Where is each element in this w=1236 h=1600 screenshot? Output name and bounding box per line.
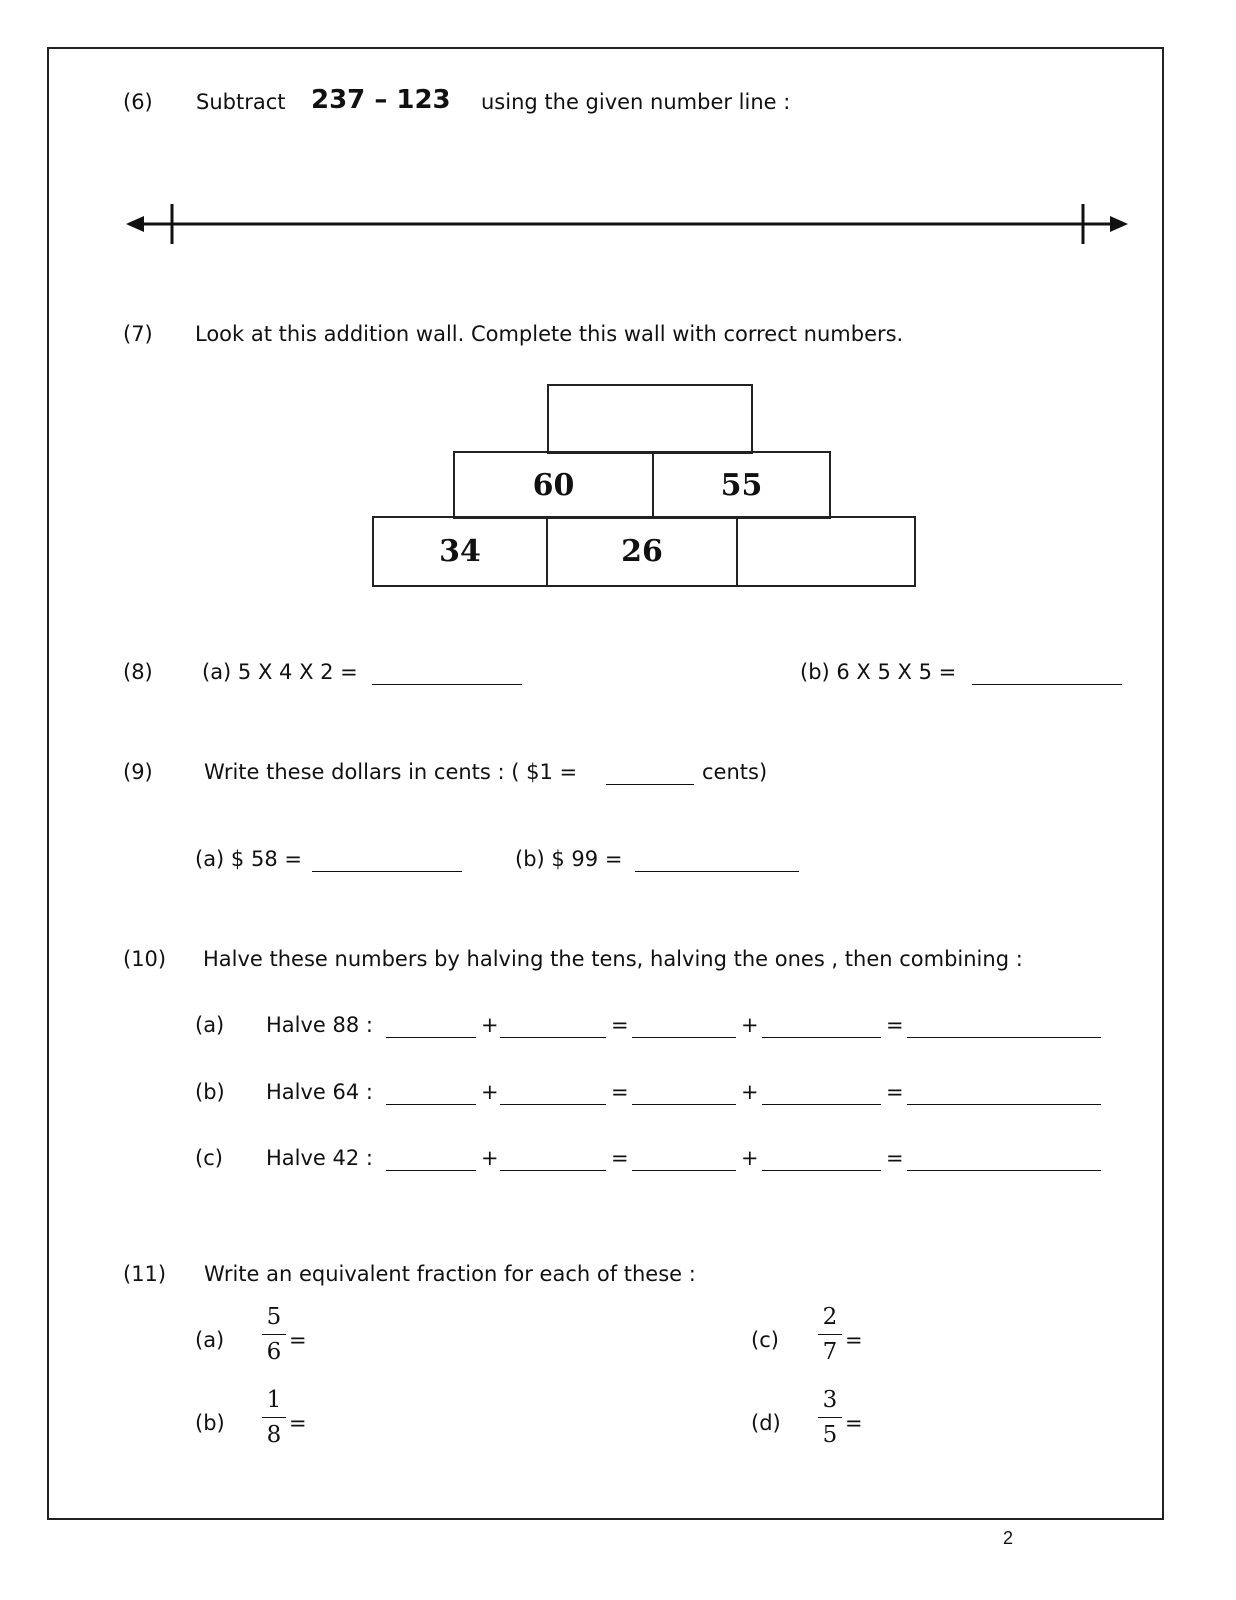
q9-cents-blank[interactable] [606, 764, 694, 785]
q11-number: (11) [123, 1262, 167, 1286]
q11-a-answer-area[interactable] [312, 1318, 512, 1358]
number-line[interactable] [120, 195, 1135, 255]
q9-b-answer-blank[interactable] [635, 851, 799, 872]
q11-b-equals: = [289, 1411, 307, 1435]
q10-a-label: (a) [195, 1013, 225, 1037]
q10-b-equals-1: = [611, 1080, 629, 1104]
q10-c-blank-5[interactable] [907, 1150, 1101, 1171]
q10-a-blank-1[interactable] [386, 1017, 476, 1038]
fraction-bar [818, 1334, 842, 1335]
fraction-bar [262, 1334, 286, 1335]
q10-b-equals-2: = [886, 1080, 904, 1104]
q9-b-text: (b) $ 99 = [515, 847, 623, 871]
q7-number: (7) [123, 322, 153, 346]
q10-b-label: (b) [195, 1080, 225, 1104]
q10-b-blank-5[interactable] [907, 1084, 1101, 1105]
q9-a-text: (a) $ 58 = [195, 847, 302, 871]
wall-bottom-brick-1: 34 [372, 516, 548, 587]
q10-b-blank-2[interactable] [500, 1084, 606, 1105]
q11-a-numerator: 5 [266, 1304, 282, 1330]
q11-a-equals: = [289, 1328, 307, 1352]
q11-a-fraction [262, 1302, 286, 1367]
left-arrow-icon [126, 216, 144, 232]
q10-c-plus-1: + [481, 1146, 499, 1170]
q11-b-label: (b) [195, 1411, 225, 1435]
q10-c-text: Halve 42 : [266, 1146, 373, 1170]
q10-b-text: Halve 64 : [266, 1080, 373, 1104]
q10-c-equals-1: = [611, 1146, 629, 1170]
q9-text: Write these dollars in cents : ( $1 = [204, 760, 578, 784]
q11-c-label: (c) [751, 1328, 779, 1352]
q10-number: (10) [123, 947, 167, 971]
q10-a-text: Halve 88 : [266, 1013, 373, 1037]
q6-suffix: using the given number line : [481, 90, 791, 114]
q9-a-answer-blank[interactable] [312, 851, 462, 872]
q11-d-numerator: 3 [822, 1387, 838, 1413]
q11-d-answer-area[interactable] [868, 1401, 1068, 1441]
q10-c-blank-3[interactable] [632, 1150, 736, 1171]
wall-top-brick[interactable] [547, 384, 753, 454]
q8-a-answer-blank[interactable] [372, 664, 522, 685]
right-arrow-icon [1110, 216, 1128, 232]
q6-number: (6) [123, 90, 153, 114]
q11-b-fraction [262, 1385, 286, 1450]
q10-a-equals-2: = [886, 1013, 904, 1037]
q10-b-blank-3[interactable] [632, 1084, 736, 1105]
q10-b-plus-2: + [741, 1080, 759, 1104]
q10-c-equals-2: = [886, 1146, 904, 1170]
q10-b-blank-1[interactable] [386, 1084, 476, 1105]
q10-a-blank-4[interactable] [762, 1017, 881, 1038]
q8-number: (8) [123, 660, 153, 684]
q11-a-label: (a) [195, 1328, 225, 1352]
q11-d-label: (d) [751, 1411, 781, 1435]
q11-c-fraction [818, 1302, 842, 1367]
q11-d-denominator: 5 [822, 1422, 838, 1448]
q11-c-numerator: 2 [822, 1304, 838, 1330]
q10-c-label: (c) [195, 1146, 223, 1170]
q10-a-blank-3[interactable] [632, 1017, 736, 1038]
q10-c-plus-2: + [741, 1146, 759, 1170]
q9-text-end: cents) [702, 760, 768, 784]
page-number: 2 [1003, 1528, 1014, 1548]
q8-b-answer-blank[interactable] [972, 664, 1122, 685]
wall-bottom-brick-2: 26 [546, 516, 738, 587]
q10-a-plus-1: + [481, 1013, 499, 1037]
q9-number: (9) [123, 760, 153, 784]
q10-c-blank-1[interactable] [386, 1150, 476, 1171]
fraction-bar [262, 1417, 286, 1418]
q10-b-plus-1: + [481, 1080, 499, 1104]
q10-a-equals-1: = [611, 1013, 629, 1037]
q11-b-answer-area[interactable] [312, 1401, 512, 1441]
q11-b-numerator: 1 [266, 1387, 282, 1413]
q8-a-text: (a) 5 X 4 X 2 = [202, 660, 358, 684]
q10-b-blank-4[interactable] [762, 1084, 881, 1105]
q6-prefix: Subtract [196, 90, 286, 114]
q11-c-equals: = [845, 1328, 863, 1352]
q10-c-blank-2[interactable] [500, 1150, 606, 1171]
q7-text: Look at this addition wall. Complete this wall with correct numbers. [195, 322, 904, 346]
q10-a-plus-2: + [741, 1013, 759, 1037]
wall-middle-brick-1: 60 [453, 451, 654, 519]
q6-expression: 237 – 123 [311, 85, 451, 115]
q10-text: Halve these numbers by halving the tens, halving the ones , then combining : [203, 947, 1023, 971]
q11-d-equals: = [845, 1411, 863, 1435]
q11-a-denominator: 6 [266, 1339, 282, 1365]
wall-middle-brick-2: 55 [652, 451, 831, 519]
q11-b-denominator: 8 [266, 1422, 282, 1448]
q11-c-answer-area[interactable] [868, 1318, 1068, 1358]
q11-d-fraction [818, 1385, 842, 1450]
fraction-bar [818, 1417, 842, 1418]
q8-b-text: (b) 6 X 5 X 5 = [800, 660, 957, 684]
q11-text: Write an equivalent fraction for each of these : [204, 1262, 696, 1286]
q11-c-denominator: 7 [822, 1339, 838, 1365]
wall-bottom-brick-3[interactable] [736, 516, 916, 587]
q10-a-blank-5[interactable] [907, 1017, 1101, 1038]
q10-a-blank-2[interactable] [500, 1017, 606, 1038]
q10-c-blank-4[interactable] [762, 1150, 881, 1171]
